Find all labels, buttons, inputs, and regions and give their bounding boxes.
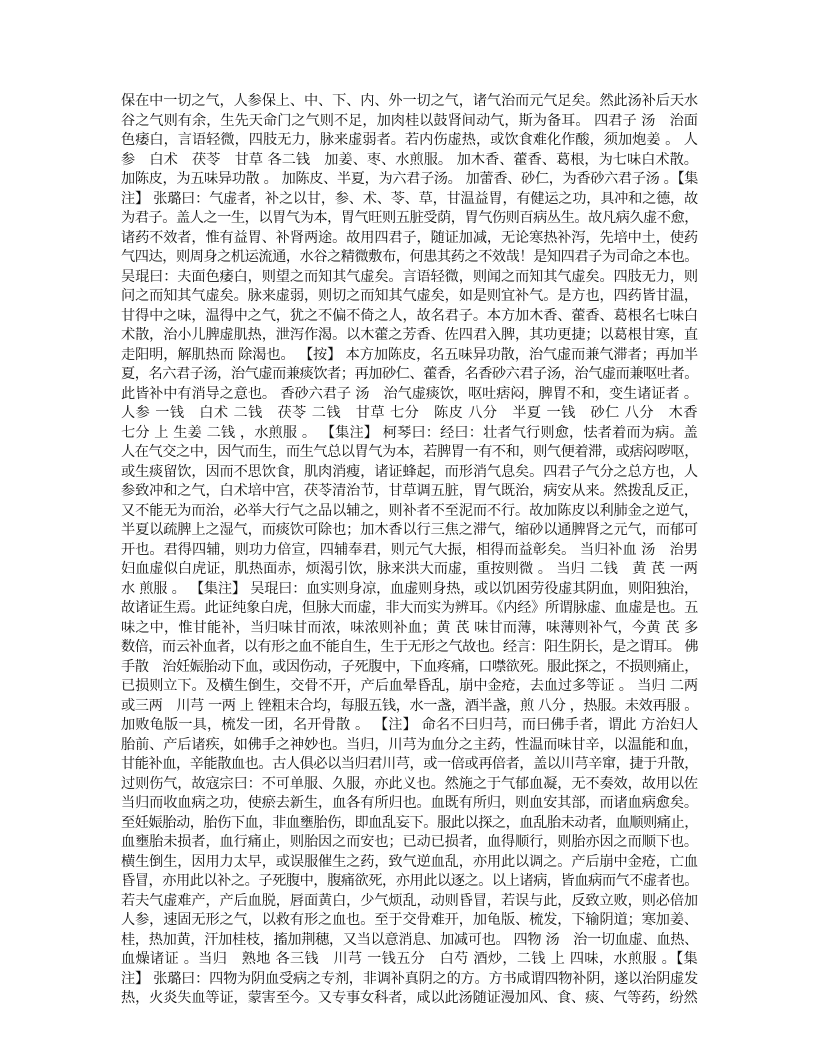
text-line: 注】 张璐曰：四物为阴血受病之专剂，非调补真阴之的方。方书咸谓四物补阴，遂以治阴虚发: [121, 970, 698, 987]
text-line: 至妊娠胎动，胎伤下血，非血壅胎伤，即血乱妄下。服此以探之，血乱胎未动者，血顺则痛止，: [121, 814, 698, 831]
text-line: 甘得中之味，温得中之气，犹之不偏不倚之人，故名君子。本方加木香、藿香、葛根名七味白: [121, 307, 698, 324]
text-line: 色痿白，言语轻微，四肢无力，脉来虚弱者。若内伤虚热，或饮食难化作酸，须加炮姜 。 人: [121, 132, 698, 148]
text-line: 过则伤气，故寇宗曰：不可单服、久服，亦此义也。然施之于气郁血凝，无不奏效，故用以佐: [121, 775, 698, 792]
text-line: 走阳明，解肌热而 除渴也。 【按】 本方加陈皮，名五味异功散，治气虚而兼气滞者；再加半: [121, 346, 698, 363]
text-line: 问之而知其气虚矣。脉来虚弱，则切之而知其气虚矣，如是则宜补气。是方也，四药皆甘温，: [121, 288, 698, 304]
text-line: 甘能补血，辛能散血也。古人俱必以当归君川芎，或一倍或再倍者，盖以川芎辛窜，捷于升散，: [121, 756, 698, 772]
text-line: 术散，治小儿脾虚肌热，泄泻作渴。以木藿之芳香、佐四君入脾，其功更捷；以葛根甘寒，直: [121, 327, 698, 343]
text-line: 已损则立下。及横生倒生，交骨不开，产后血晕昏乱，崩中金疮，去血过多等证 。 当归 二两: [121, 678, 698, 694]
text-line: 参致冲和之气，白术培中宫，茯苓清治节，甘草调五脏，胃气既治，病安从来。然拨乱反正，: [121, 483, 698, 499]
text-line: 又不能无为而治，必举大行气之品以辅之，则补者不至泥而不行。故加陈皮以利肺金之逆气，: [121, 502, 698, 519]
text-line: 人在气交之中，因气而生，而生气总以胃气为本，若脾胃一有不和，则气便着滞，或痞闷哕呕，: [121, 444, 698, 460]
text-line: 此皆补中有消导之意也。 香砂六君子 汤 治气虚痰饮，呕吐痞闷，脾胃不和，变生诸证者 。: [121, 385, 698, 402]
text-line: 手散 治妊娠胎动下血，或因伤动，子死腹中，下血疼痛，口噤欲死。服此探之，不损则痛止，: [121, 658, 698, 675]
text-line: 半夏以疏脾上之湿气，而痰饮可除也；加木香以行三焦之滞气，缩砂以通脾肾之元气，而郁可: [121, 522, 698, 538]
text-line: 七分 上 生姜 二钱 ，水煎服 。 【集注】 柯琴曰：经曰：壮者气行则愈，怯者着而为病。盖: [121, 424, 698, 441]
text-line: 味之中，惟甘能补，当归味甘而浓，味浓则补血；黄 芪 味甘而薄，味薄则补气，今黄 芪 多: [121, 619, 698, 636]
text-line: 血壅胎未损者，血行痛止，则胎因之而安也；已动已损者，血得顺行，则胎亦因之而顺下也。: [121, 834, 698, 850]
text-line: 水 煎服 。 【集注】 吴琨曰：血实则身凉，血虚则身热，或以饥困劳役虚其阴血，则阳独治，: [121, 580, 698, 597]
text-line: 数倍，而云补血者，以有形之血不能自生，生于无形之气故也。经言：阳生阴长，是之谓耳。 佛: [121, 639, 698, 655]
text-line: 或生痰留饮，因而不思饮食，肌肉消瘦，诸证蜂起，而形消气息矣。四君子气分之总方也，人: [121, 463, 698, 480]
text-line: 若夫气虚难产，产后血脱，唇面黄白，少气烦乱，动则昏冒，若误与此，反致立败，则必倍加: [121, 892, 698, 909]
text-line: 气四达，则周身之机运流通，水谷之精微敷布，何患其药之不效哉！是知四君子为司命之本也。: [121, 249, 698, 265]
text-line: 妇血虚似白虎证，肌热面赤，烦渴引饮，脉来洪大而虚，重按则微 。 当归 二钱 黄 芪 一两: [121, 561, 698, 577]
text-line: 人参，速固无形之气，以救有形之血也。至于交骨难开，加龟版、梳发，下输阴道；寒加姜、: [121, 912, 698, 928]
text-line: 胎前、产后诸疾，如佛手之神妙也。当归，川芎为血分之主药，性温而味甘辛，以温能和血，: [121, 736, 698, 753]
text-line: 保在中一切之气，人参保上、中、下、内、外一切之气，诸气治而元气足矣。然此汤补后天水: [121, 93, 698, 109]
text-line: 热，火炎失血等证，蒙害至今。又专事女科者，咸以此汤随证漫加风、食、痰、气等药，纷然: [121, 990, 698, 1006]
text-line: 夏，名六君子汤，治气虚而兼痰饮者；再加砂仁、藿香，名香砂六君子汤，治气虚而兼呕吐者。: [121, 366, 698, 382]
text-line: 故诸证生焉。此证纯象白虎，但脉大而虚，非大而实为辨耳。《内经》所谓脉虚、血虚是也。五: [121, 600, 698, 616]
text-line: 开也。君得四辅，则功力倍宣，四辅奉君，则元气大振，相得而益彰矣。 当归补血 汤 治男: [121, 541, 698, 558]
text-line: 加败龟版一具，梳发一团，名开骨散 。 【注】 命名不曰归芎，而曰佛手者，谓此 方治妇人: [121, 717, 698, 733]
text-line: 为君子。盖人之一生，以胃气为本，胃气旺则五脏受荫，胃气伤则百病丛生。故凡病久虚不愈，: [121, 210, 698, 226]
text-line: 当归而收血病之功，使瘀去新生，血各有所归也。血既有所归，则血安其部，而诸血病愈矣。: [121, 795, 698, 811]
text-line: 横生倒生，因用力太早，或误服催生之药，致气逆血乱，亦用此以调之。产后崩中金疮，亡血: [121, 853, 698, 870]
text-line: 血燥诸证 。当归 熟地 各三钱 川芎 一钱五分 白芍 酒炒，二钱 上 四味，水煎服 。【集: [121, 951, 698, 967]
text-line: 注】 张璐曰：气虚者，补之以甘，参、术、苓、草，甘温益胃，有健运之功，具冲和之德，故: [121, 190, 698, 207]
text-line: 桂，热加黄，汗加桂枝，搐加荆穗，又当以意消息、加减可也。 四物 汤 治一切血虚、血热、: [121, 931, 698, 948]
text-line: 吴琨曰：夫面色痿白，则望之而知其气虚矣。言语轻微，则闻之而知其气虚矣。四肢无力，则: [121, 268, 698, 285]
text-line: 诸药不效者，惟有益胃、补肾两途。故用四君子，随证加减，无论寒热补泻，先培中土，使药: [121, 229, 698, 246]
text-line: 昏冒，亦用此以补之。子死腹中，腹痛欲死，亦用此以逐之。以上诸病，皆血病而气不虚者也。: [121, 873, 698, 889]
text-line: 人参 一钱 白术 二钱 茯苓 二钱 甘草 七分 陈皮 八分 半夏 一钱 砂仁 八分 木香: [121, 405, 698, 421]
document-page: [121, 92, 698, 1009]
text-line: 或三两 川芎 一两 上 锉粗末合均，每服五钱，水一盏，酒半盏，煎 八分 ，热服。未效再服 。: [121, 697, 698, 714]
text-line: 参 白术 茯苓 甘草 各二钱 加姜、枣、水煎服。 加木香、藿香、葛根，为七味白术散。: [121, 151, 698, 168]
text-line: 谷之气则有余，生先天命门之气则不足，加肉桂以鼓肾间动气，斯为备耳。 四君子 汤 治面: [121, 112, 698, 129]
text-line: 加陈皮，为五味异功散 。 加陈皮、半夏，为六君子汤。 加蕾香、砂仁，为香砂六君子汤 。【集: [121, 171, 698, 187]
